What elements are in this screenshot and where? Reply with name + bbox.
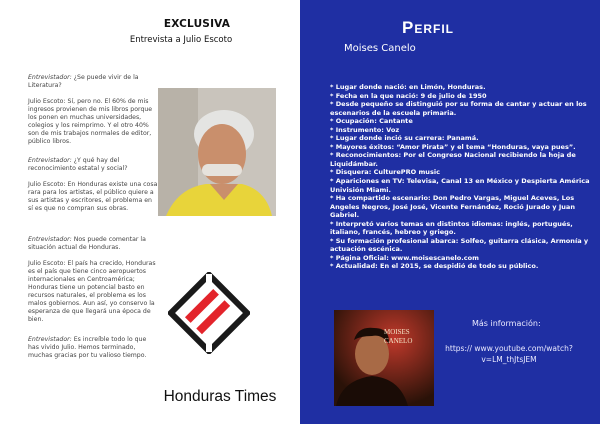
fact-item: * Apariciones en TV: Televisa, Canal 13 en México y Despierta América Univisión Miami. <box>330 177 590 194</box>
exclusive-title: EXCLUSIVA <box>163 18 231 30</box>
fact-item: * Interpretó varios temas en distintos idiomas: inglés, portugués, italiano, francés, hebreo y griego. <box>330 219 573 237</box>
qa-block-4 <box>28 336 158 360</box>
qa-block-3 <box>28 236 158 324</box>
more-info-label: Más información: <box>472 319 541 328</box>
profile-title: Perfil <box>402 18 455 37</box>
fact-item: * Instrumento: Voz <box>330 125 400 134</box>
interviewer-label: Entrevistador: <box>28 74 72 81</box>
profile-name: Moises Canelo <box>344 43 416 54</box>
youtube-link[interactable]: https:// www.youtube.com/watch? v=LM_thJtsJEM <box>445 344 573 364</box>
fact-item: * Ha compartido escenario: Don Pedro Vargas, Miguel Aceves, Los Angeles Negros, José José, Vicente Fernández, Roció Jurado y Juan Gabriel. <box>330 194 576 220</box>
fact-item: * Reconocimientos: Por el Congreso Nacional recibiendo la hoja de Liquidámbar. <box>330 151 576 168</box>
answer-text: Julio Escoto: El país ha crecido, Honduras es el país que tiene cinco aeropuertos internacionales en Centroamérica; Honduras tiene un potencial basto en recursos naturales, el problema es los malos gobiernos. Aun así, yo conservo la esperanza de que llegará una época de bien. <box>28 260 156 323</box>
fact-item: * Lugar donde inció su carrera: Panamá. <box>330 134 479 143</box>
profile-facts <box>330 83 592 271</box>
interviewer-label: Entrevistador: <box>28 157 72 164</box>
question-text: Es increíble todo lo que has vivido Julio. Hemos terminado, muchas gracias por tu valioso tiempo. <box>28 336 147 359</box>
fact-item: * Fecha en la que nació: 9 de julio de 1950 <box>330 91 487 100</box>
brand-name: Honduras Times <box>163 388 277 405</box>
answer-text: Julio Escoto: En Honduras existe una cosa rara para los artistas, el público quiere a sus artistas y escritores, el problema en sí es que no compran sus obras. <box>28 181 158 212</box>
question-text: Nos puede comentar la situación actual de Honduras. <box>28 236 146 251</box>
qa-block-1 <box>28 74 158 146</box>
answer-text: Julio Escoto: Sí, pero no. El 60% de mis ingresos provienen de mis libros porque los ponen en muchas universidades, colegios y los reimprimo. Y el otro 40% son de mis trabajos normales de editor, público libros. <box>28 98 153 145</box>
interviewer-label: Entrevistador: <box>28 336 72 343</box>
album-title: MOISES CANELO <box>384 328 413 345</box>
question-text: ¿Se puede vivir de la Literatura? <box>28 74 139 89</box>
qa-block-2 <box>28 157 158 213</box>
interviewer-label: Entrevistador: <box>28 236 72 243</box>
julio-escoto-photo <box>158 88 276 216</box>
fact-item: * Desde pequeño se distinguió por su forma de cantar y actuar en los escenarios de la escuela primaria. <box>330 100 587 117</box>
fact-item: * Página Oficial: www.moisescanelo.com <box>330 253 479 262</box>
fact-item: * Disquera: CulturePRO music <box>330 168 440 177</box>
question-text: ¿Y qué hay del reconocimiento estatal y social? <box>28 157 128 172</box>
album-cover-photo <box>334 310 434 406</box>
fact-item: * Lugar donde nació: en Limón, Honduras. <box>330 83 486 91</box>
fact-item: * Su formación profesional abarca: Solfeo, guitarra clásica, Armonía y actuación escénica. <box>330 236 589 254</box>
fact-item: * Ocupación: Cantante <box>330 117 413 126</box>
interview-subtitle: Entrevista a Julio Escoto <box>129 35 233 45</box>
honduras-times-logo <box>168 272 250 354</box>
fact-item: * Actualidad: En el 2015, se despidió de todo su público. <box>330 262 539 271</box>
fact-item: * Mayores éxitos: “Amor Pirata” y el tema “Honduras, vaya pues”. <box>330 142 576 151</box>
